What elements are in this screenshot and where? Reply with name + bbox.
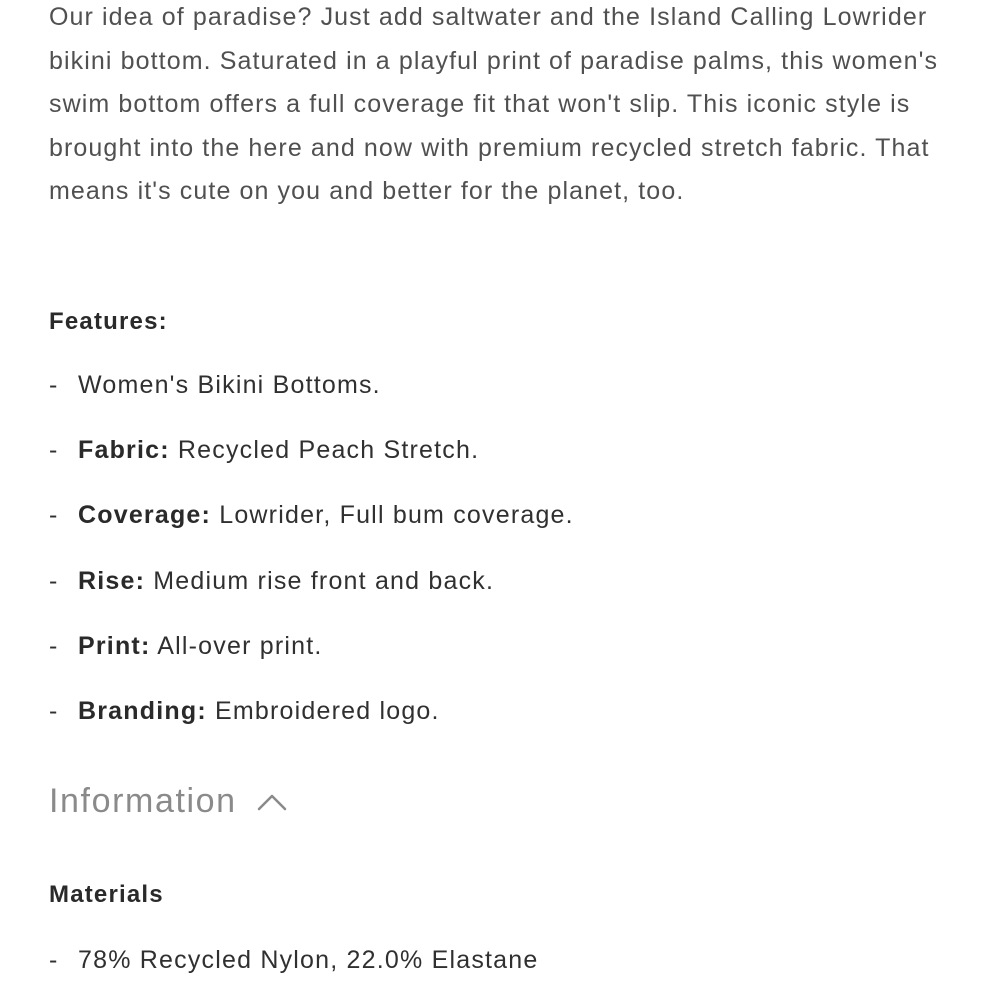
feature-key: Fabric: bbox=[78, 436, 170, 465]
feature-item-coverage bbox=[49, 501, 574, 566]
feature-item-fabric bbox=[49, 436, 574, 501]
feature-item-rise bbox=[49, 567, 574, 632]
information-accordion-toggle[interactable] bbox=[49, 782, 287, 821]
feature-key: Branding: bbox=[78, 696, 207, 725]
materials-list bbox=[49, 946, 538, 975]
feature-key: Coverage: bbox=[78, 501, 212, 530]
feature-value: Embroidered logo. bbox=[206, 696, 440, 725]
features-list bbox=[49, 371, 574, 762]
list-bullet: - bbox=[49, 371, 59, 399]
feature-item-print bbox=[49, 632, 574, 697]
list-bullet: - bbox=[49, 566, 59, 595]
list-bullet: - bbox=[49, 696, 59, 725]
materials-value: 78% Recycled Nylon, 22.0% Elastane bbox=[78, 946, 539, 974]
feature-value: Recycled Peach Stretch. bbox=[169, 436, 480, 465]
information-title: Information bbox=[49, 782, 237, 820]
features-heading: Features: bbox=[49, 308, 168, 335]
feature-value: Women's Bikini Bottoms. bbox=[78, 371, 381, 399]
feature-value: Lowrider, Full bum coverage. bbox=[211, 501, 574, 530]
list-bullet: - bbox=[49, 631, 59, 660]
list-bullet: - bbox=[49, 436, 59, 465]
feature-value: Medium rise front and back. bbox=[145, 566, 495, 595]
materials-item bbox=[49, 946, 538, 975]
product-description: Our idea of paradise? Just add saltwater and the Island Calling Lowrider bikini bottom. Saturated in a playful print of paradise palms, this women's swim bottom offers a full coverage fit that won't slip. This iconic style is brought into the here and now with premium recycled stretch fabric. That means it's cute on you and better for the planet, too. bbox=[49, 3, 939, 205]
product-details bbox=[49, 0, 949, 974]
materials-heading: Materials bbox=[49, 881, 164, 908]
list-bullet: - bbox=[49, 501, 59, 530]
feature-key: Rise: bbox=[78, 566, 146, 595]
feature-key: Print: bbox=[78, 631, 151, 660]
feature-item-branding bbox=[49, 697, 574, 762]
feature-item-type bbox=[49, 371, 574, 436]
list-bullet: - bbox=[49, 946, 59, 974]
feature-value: All-over print. bbox=[150, 631, 323, 660]
chevron-up-icon bbox=[257, 792, 287, 812]
